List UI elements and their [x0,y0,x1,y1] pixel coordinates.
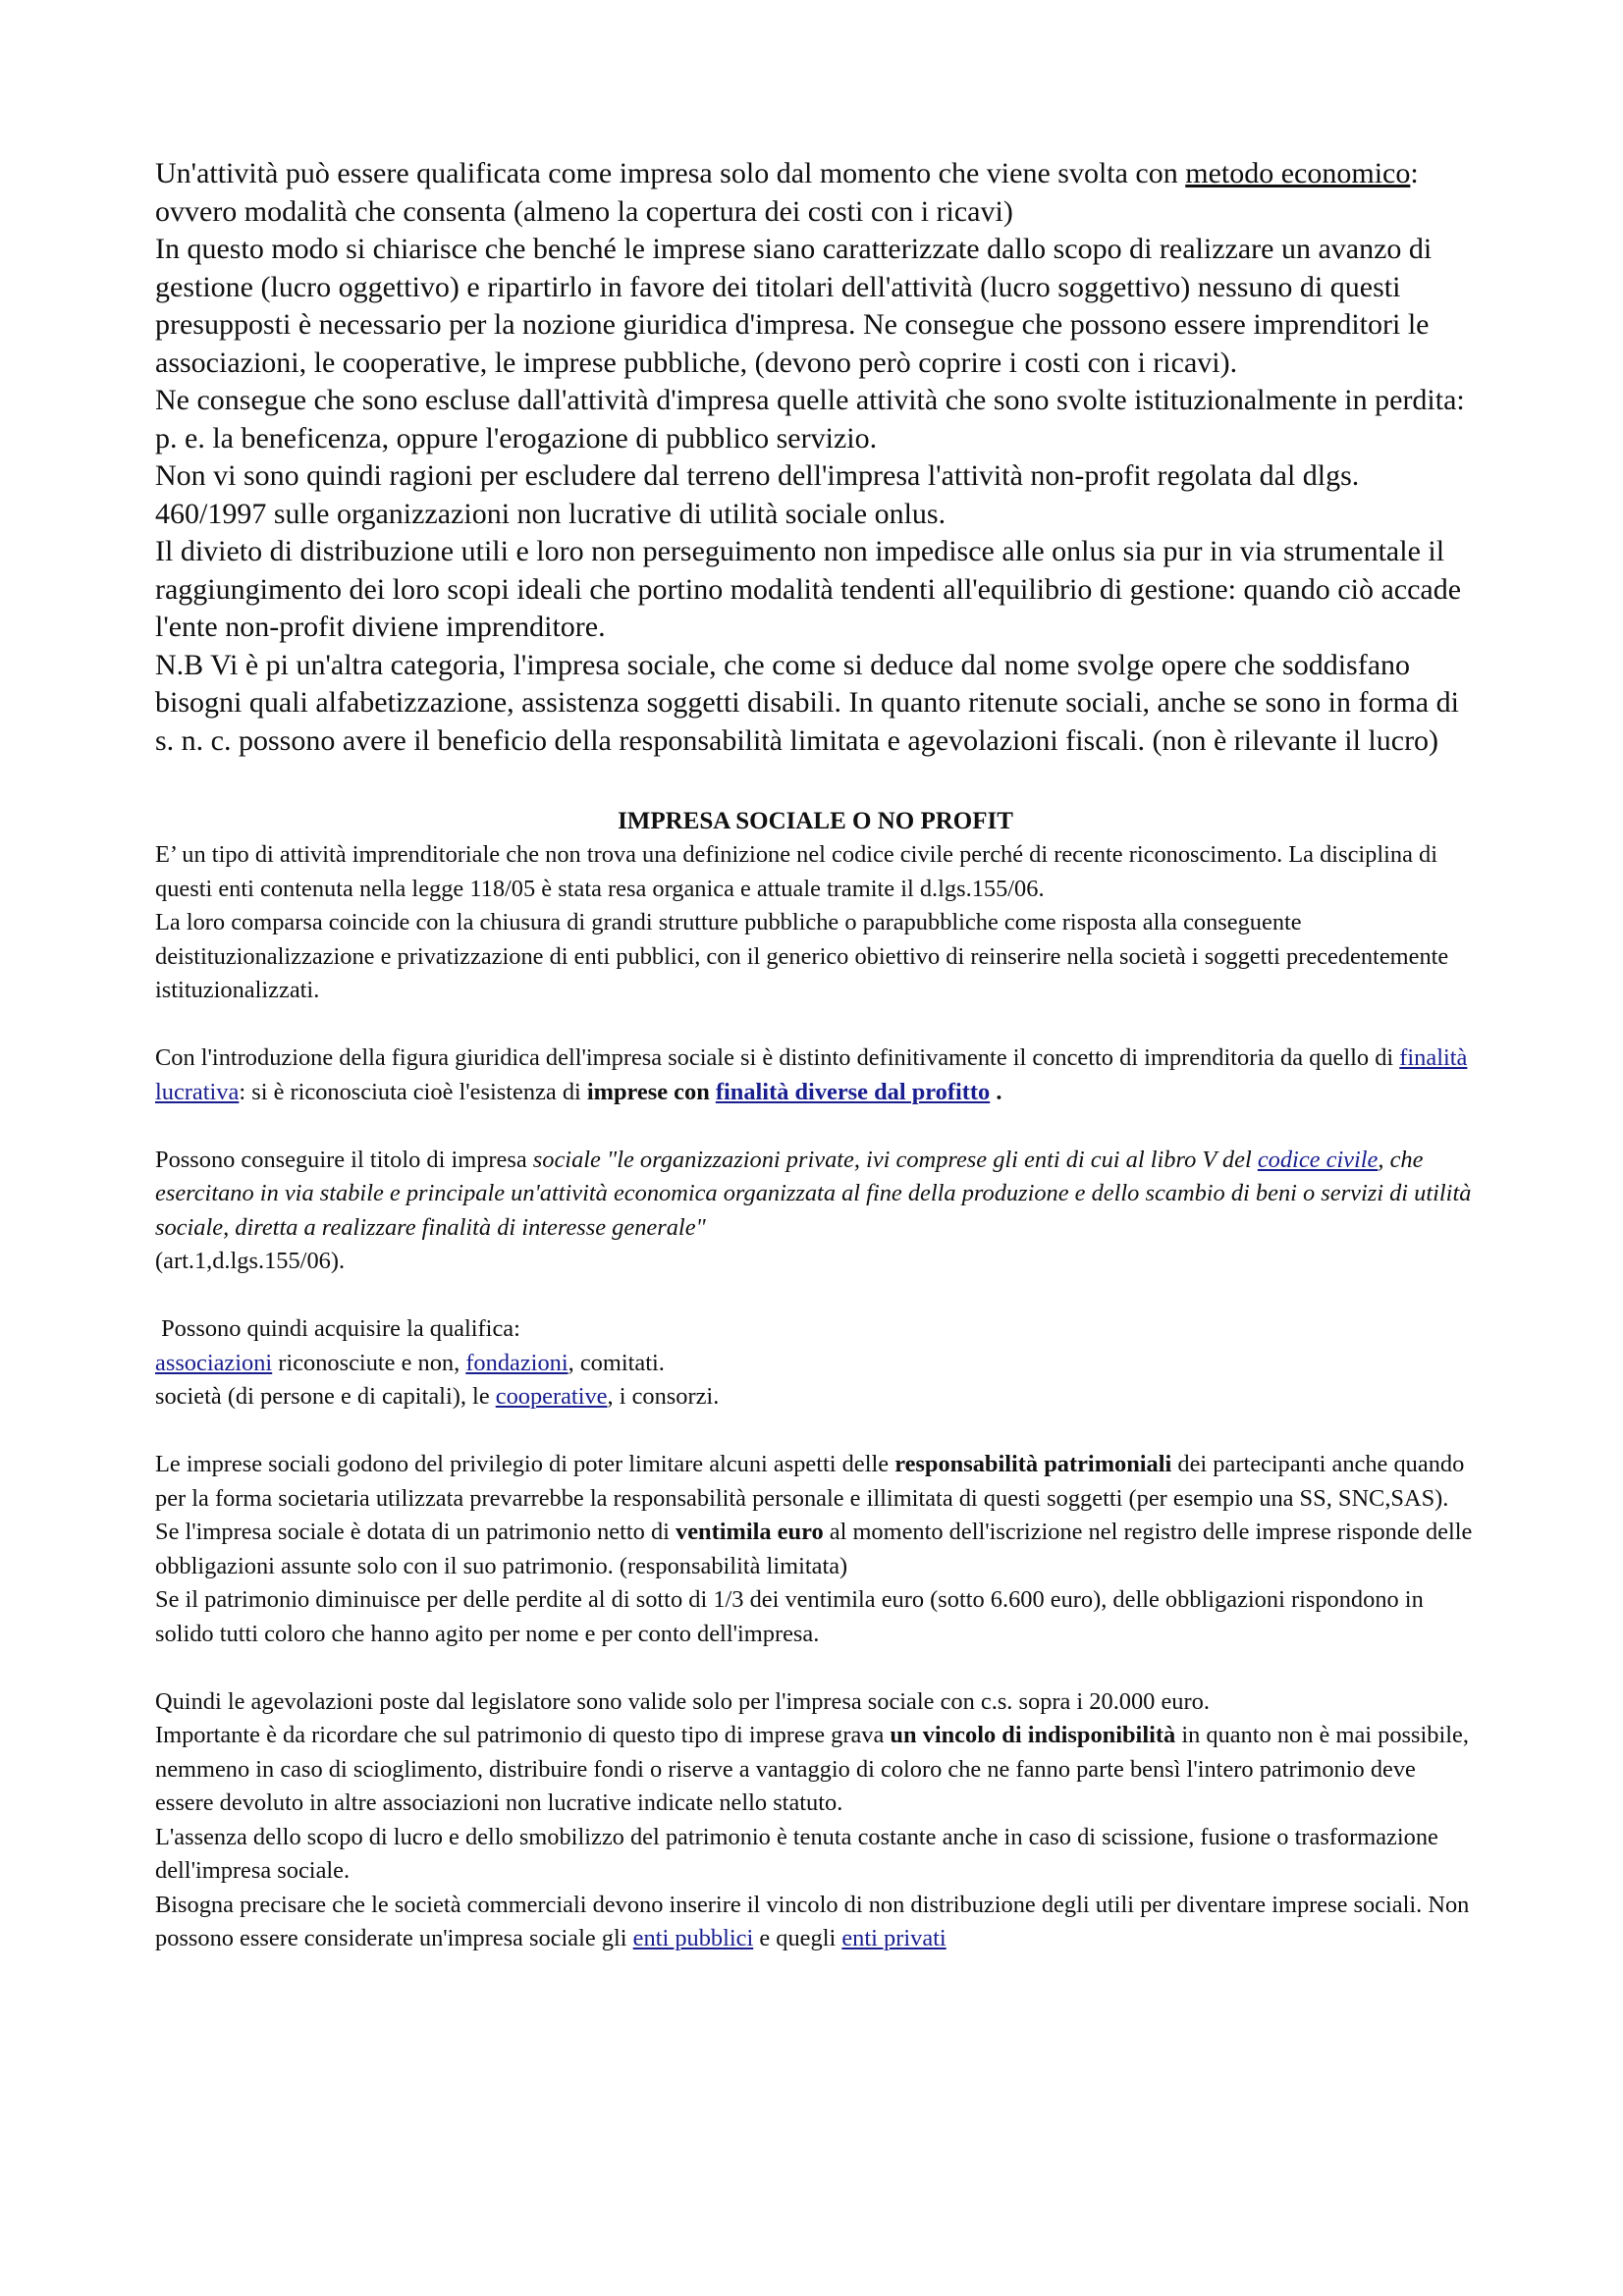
text: , comitati. [568,1349,665,1376]
bold-text: responsabilità patrimoniali [894,1451,1172,1477]
paragraph: L'assenza dello scopo di lucro e dello smobilizzo del patrimonio è tenuta costante anche in caso di scissione, fusione o trasformazione dell'impresa sociale. [155,1823,1438,1884]
text: riconosciute e non, [272,1349,466,1376]
paragraph: Ne consegue che sono escluse dall'attività d'impresa quelle attività che sono svolte istituzionalmente in perdita: p. e. la beneficenza, oppure l'erogazione di pubblico servizio. [155,384,1465,454]
bold-text: . [990,1078,1002,1105]
paragraph [155,1041,1476,1109]
paragraph [155,1380,1476,1415]
text: Le imprese sociali godono del privilegio di poter limitare alcuni aspetti delle [155,1451,895,1477]
paragraph [155,1719,1476,1821]
bold-text: un vincolo di indisponibilità [890,1722,1176,1748]
text: in quanto non è mai possibile, nemmeno in caso di scioglimento, distribuire fondi o riserve a vantaggio di coloro che ne fanno parte bensì l'intero patrimonio deve essere devoluto in altre associazioni non lucrative indicate nello statuto. [155,1722,1469,1816]
italic-quote: sociale "le organizzazioni private, ivi comprese gli enti di cui al libro V del [532,1146,1258,1173]
link-codice-civile[interactable]: codice civile [1257,1146,1379,1173]
link-associazioni[interactable]: associazioni [155,1349,273,1376]
text: Un'attività può essere qualificata come impresa solo dal momento che viene svolta con [155,157,1186,189]
link-fondazioni[interactable]: fondazioni [465,1349,568,1376]
paragraph [155,1448,1476,1516]
section-heading: IMPRESA SOCIALE O NO PROFIT [618,808,1013,834]
text: , i consorzi. [607,1383,720,1410]
bold-text: ventimila euro [676,1519,824,1545]
text: società (di persone e di capitali), le [155,1383,496,1410]
paragraph: La loro comparsa coincide con la chiusura di grandi strutture pubbliche o parapubbliche come risposta alla conseguente deistituzionalizzazione e privatizzazione di enti pubblici, con il generico obiettivo di reinserire nella società i soggetti precedentemente istituzionalizzati. [155,909,1449,1003]
paragraph [155,1516,1476,1583]
paragraph: E’ un tipo di attività imprenditoriale che non trova una definizione nel codice civile perché di recente riconoscimento. La disciplina di questi enti contenuta nella legge 118/05 è stata resa organica e attuale tramite il d.lgs.155/06. [155,841,1438,902]
reference: (art.1,d.lgs.155/06). [155,1248,346,1274]
link-cooperative[interactable]: cooperative [495,1383,608,1410]
paragraph [155,1144,1476,1246]
paragraph: Quindi le agevolazioni poste dal legislatore sono valide solo per l'impresa sociale con c.s. sopra i 20.000 euro. [155,1687,1210,1715]
paragraph [155,1889,1476,1956]
paragraph: Il divieto di distribuzione utili e loro non perseguimento non impedisce alle onlus sia pur in via strumentale il raggiungimento dei loro scopi ideali che portino modalità tendenti all'equilibrio di gestione: quando ciò accade l'ente non-profit diviene imprenditore. [155,535,1462,643]
paragraph: N.B Vi è pi un'altra categoria, l'impresa sociale, che come si deduce dal nome svolge opere che soddisfano bisogni quali alfabetizzazione, assistenza soggetti disabili. In quanto ritenute sociali, anche se sono in forma di s. n. c. possono avere il beneficio della responsabilità limitata e agevolazioni fiscali. (non è rilevante il lucro) [155,648,1459,757]
paragraph [155,155,1476,231]
bold-text: imprese con [586,1078,716,1105]
paragraph: In questo modo si chiarisce che benché le imprese siano caratterizzate dallo scopo di realizzare un avanzo di gestione (lucro oggettivo) e ripartirlo in favore dei titolari dell'attività (lucro soggettivo) nessuno di questi presupposti è necessario per la nozione giuridica d'impresa. Ne consegue che possono essere imprenditori le associazioni, le cooperative, le imprese pubbliche, (devono però coprire i costi con i ricavi). [155,233,1433,379]
text: e quegli [753,1925,842,1951]
link-enti-pubblici[interactable]: enti pubblici [632,1925,754,1951]
text: Se l'impresa sociale è dotata di un patrimonio netto di [155,1519,676,1545]
link-enti-privati[interactable]: enti privati [841,1925,947,1951]
text: : ovvero modalità che consenta (almeno la copertura dei costi con i ricavi) [155,157,1419,228]
link-finalita-diverse[interactable]: finalità diverse dal profitto [715,1078,991,1105]
document-page [155,155,1476,1956]
underlined-term: metodo economico [1185,157,1411,189]
paragraph: Se il patrimonio diminuisce per delle perdite al di sotto di 1/3 dei ventimila euro (sotto 6.600 euro), delle obbligazioni rispondono in solido tutti coloro che hanno agito per nome e per conto dell'impresa. [155,1586,1424,1647]
text: : si è riconosciuta cioè l'esistenza di [239,1078,587,1105]
paragraph: Possono quindi acquisire la qualifica: [155,1315,520,1342]
text: Con l'introduzione della figura giuridica dell'impresa sociale si è distinto definitivamente il concetto di imprenditoria da quello di [155,1044,1400,1071]
text: Bisogna precisare che le società commerciali devono inserire il vincolo di non distribuzione degli utili per diventare imprese sociali. Non possono essere considerate un'impresa sociale gli [155,1891,1470,1951]
text: Possono conseguire il titolo di impresa [155,1146,533,1173]
text: Importante è da ricordare che sul patrimonio di questo tipo di imprese grava [155,1722,891,1748]
italic-quote: , che esercitano in via stabile e principale un'attività economica organizzata al fine della produzione e dello scambio di beni o servizi di utilità sociale, diretta a realizzare finalità di interesse generale" [155,1146,1472,1241]
link-finalita-lucrativa[interactable]: finalità lucrativa [155,1044,1468,1105]
paragraph [155,1347,1476,1381]
text: al momento dell'iscrizione nel registro delle imprese risponde delle obbligazioni assunte solo con il suo patrimonio. (responsabilità limitata) [155,1519,1473,1579]
paragraph: Non vi sono quindi ragioni per escludere dal terreno dell'impresa l'attività non-profit regolata dal dlgs. 460/1997 sulle organizzazioni non lucrative di utilità sociale onlus. [155,459,1360,530]
text: dei partecipanti anche quando per la forma societaria utilizzata prevarrebbe la responsabilità personale e illimitata di questi soggetti (per esempio una SS, SNC,SAS). [155,1451,1465,1512]
